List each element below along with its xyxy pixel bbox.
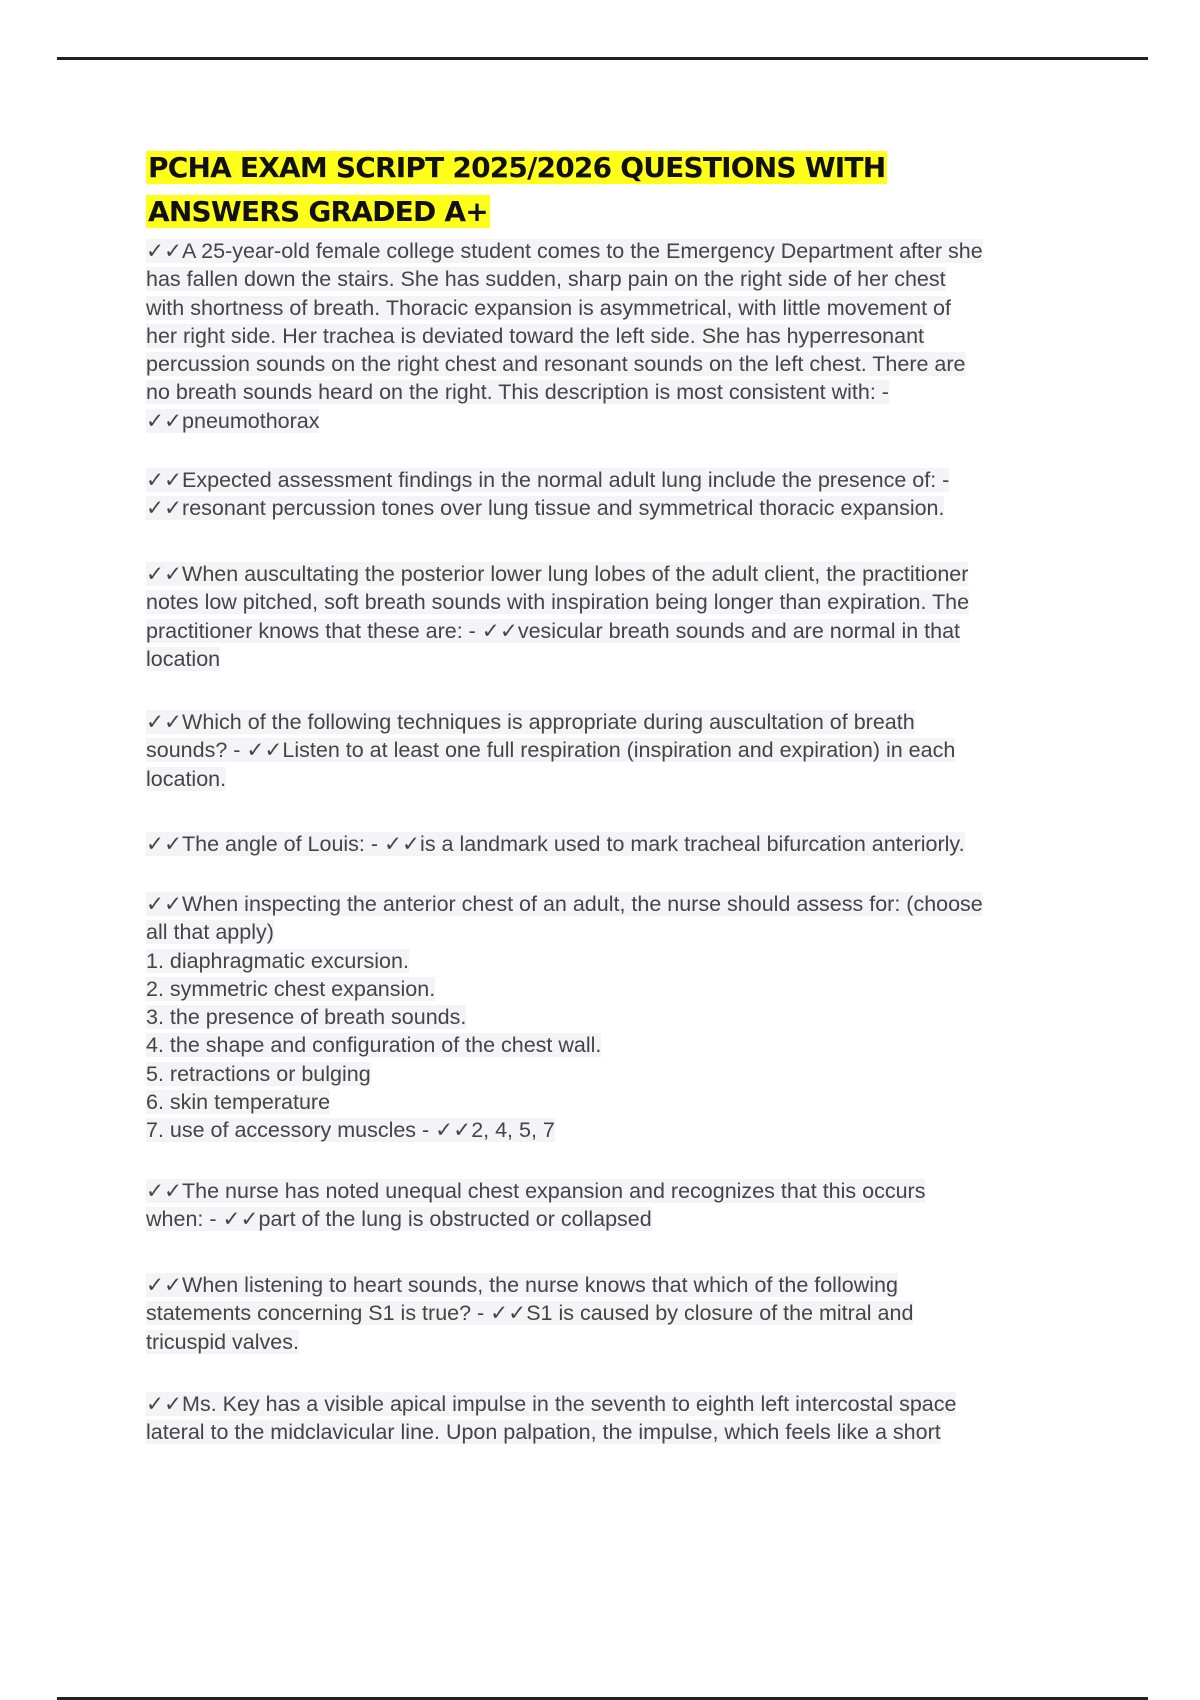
text-line: location	[146, 646, 221, 671]
question-answer-item	[146, 708, 1096, 793]
title-line-1: PCHA EXAM SCRIPT 2025/2026 QUESTIONS WITH	[148, 151, 886, 184]
text-line: ✓✓Ms. Key has a visible apical impulse in the seventh to eighth left intercostal space	[146, 1392, 957, 1416]
text-line: ✓✓resonant percussion tones over lung tissue and symmetrical thoracic expansion.	[146, 496, 945, 521]
text-line: ✓✓When listening to heart sounds, the nurse knows that which of the following	[146, 1273, 898, 1297]
text-line: ✓✓The angle of Louis: - ✓✓is a landmark used to mark tracheal bifurcation anteriorly.	[146, 832, 965, 856]
text-line: 3. the presence of breath sounds.	[146, 1005, 467, 1030]
text-line: 7. use of accessory muscles - ✓✓2, 4, 5, 7	[146, 1118, 555, 1143]
question-answer-item	[146, 1271, 1096, 1356]
question-answer-item	[146, 890, 1096, 1145]
text-line: 4. the shape and configuration of the chest wall.	[146, 1033, 602, 1058]
text-line: no breath sounds heard on the right. This description is most consistent with: -	[146, 380, 889, 405]
text-line: sounds? - ✓✓Listen to at least one full respiration (inspiration and expiration) in each	[146, 738, 956, 763]
text-line: when: - ✓✓part of the lung is obstructed or collapsed	[146, 1207, 652, 1232]
text-line: tricuspid valves.	[146, 1329, 299, 1354]
question-answer-item	[146, 830, 1096, 858]
text-line: notes low pitched, soft breath sounds with inspiration being longer than expiration. The	[146, 590, 970, 615]
text-line: her right side. Her trachea is deviated toward the left side. She has hyperresonant	[146, 323, 925, 348]
text-line: percussion sounds on the right chest and resonant sounds on the left chest. There are	[146, 352, 966, 377]
text-line: ✓✓When auscultating the posterior lower lung lobes of the adult client, the practitioner	[146, 562, 969, 586]
text-line: ✓✓The nurse has noted unequal chest expansion and recognizes that this occurs	[146, 1179, 926, 1203]
text-line: 1. diaphragmatic excursion.	[146, 948, 409, 973]
question-answer-item	[146, 466, 1096, 523]
text-line: ✓✓Expected assessment findings in the normal adult lung include the presence of: -	[146, 468, 950, 492]
question-answer-item	[146, 1390, 1096, 1447]
text-line: with shortness of breath. Thoracic expansion is asymmetrical, with little movement of	[146, 295, 951, 320]
question-answer-item	[146, 1177, 1096, 1234]
title-line-2: ANSWERS GRADED A+	[148, 195, 488, 228]
question-answer-item	[146, 560, 1096, 673]
text-line: has fallen down the stairs. She has sudden, sharp pain on the right side of her chest	[146, 267, 946, 292]
text-line: location.	[146, 766, 227, 791]
text-line: ✓✓Which of the following techniques is appropriate during auscultation of breath	[146, 710, 915, 734]
text-line: ✓✓When inspecting the anterior chest of an adult, the nurse should assess for: (choose	[146, 892, 983, 916]
text-line: all that apply)	[146, 920, 274, 945]
text-line: ✓✓pneumothorax	[146, 408, 320, 433]
question-answer-item	[146, 237, 1096, 435]
text-line: lateral to the midclavicular line. Upon palpation, the impulse, which feels like a short	[146, 1420, 941, 1445]
header-rule	[57, 57, 1148, 60]
text-line: statements concerning S1 is true? - ✓✓S1 is caused by closure of the mitral and	[146, 1301, 914, 1326]
text-line: 5. retractions or bulging	[146, 1061, 371, 1086]
text-line: 2. symmetric chest expansion.	[146, 976, 436, 1001]
text-line: practitioner knows that these are: - ✓✓vesicular breath sounds and are normal in that	[146, 618, 961, 643]
text-line: 6. skin temperature	[146, 1090, 331, 1115]
text-line: ✓✓A 25-year-old female college student comes to the Emergency Department after she	[146, 239, 983, 263]
document-title	[146, 146, 1046, 234]
